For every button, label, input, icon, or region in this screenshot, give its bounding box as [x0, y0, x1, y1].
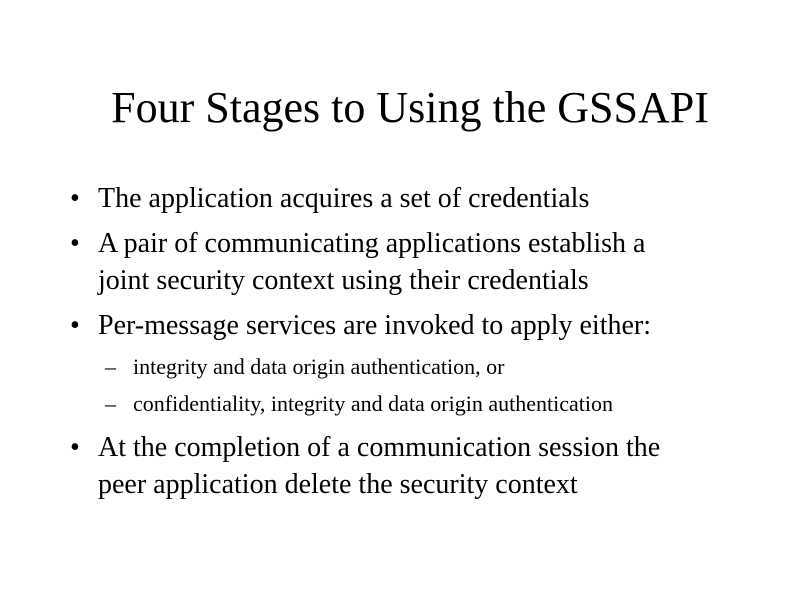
- bullet-text: joint security context using their credentials: [98, 265, 589, 296]
- bullet-marker: •: [70, 183, 80, 214]
- sub-bullet-text: integrity and data origin authentication, or: [133, 354, 505, 379]
- slide-title: Four Stages to Using the GSSAPI: [111, 83, 709, 132]
- sub-bullet-text: confidentiality, integrity and data origin authentication: [133, 391, 613, 416]
- bullet-text: A pair of communicating applications establish a: [98, 228, 646, 259]
- bullet-text: Per-message services are invoked to apply either:: [98, 310, 652, 341]
- bullet-marker: •: [70, 228, 80, 259]
- sub-bullet-marker: –: [105, 391, 116, 416]
- bullet-marker: •: [70, 310, 80, 341]
- bullet-text: At the completion of a communication session the: [98, 432, 661, 463]
- sub-bullet-marker: –: [105, 354, 116, 379]
- bullet-text: The application acquires a set of credentials: [98, 183, 590, 214]
- bullet-marker: •: [70, 432, 80, 463]
- bullet-text: peer application delete the security context: [98, 469, 578, 500]
